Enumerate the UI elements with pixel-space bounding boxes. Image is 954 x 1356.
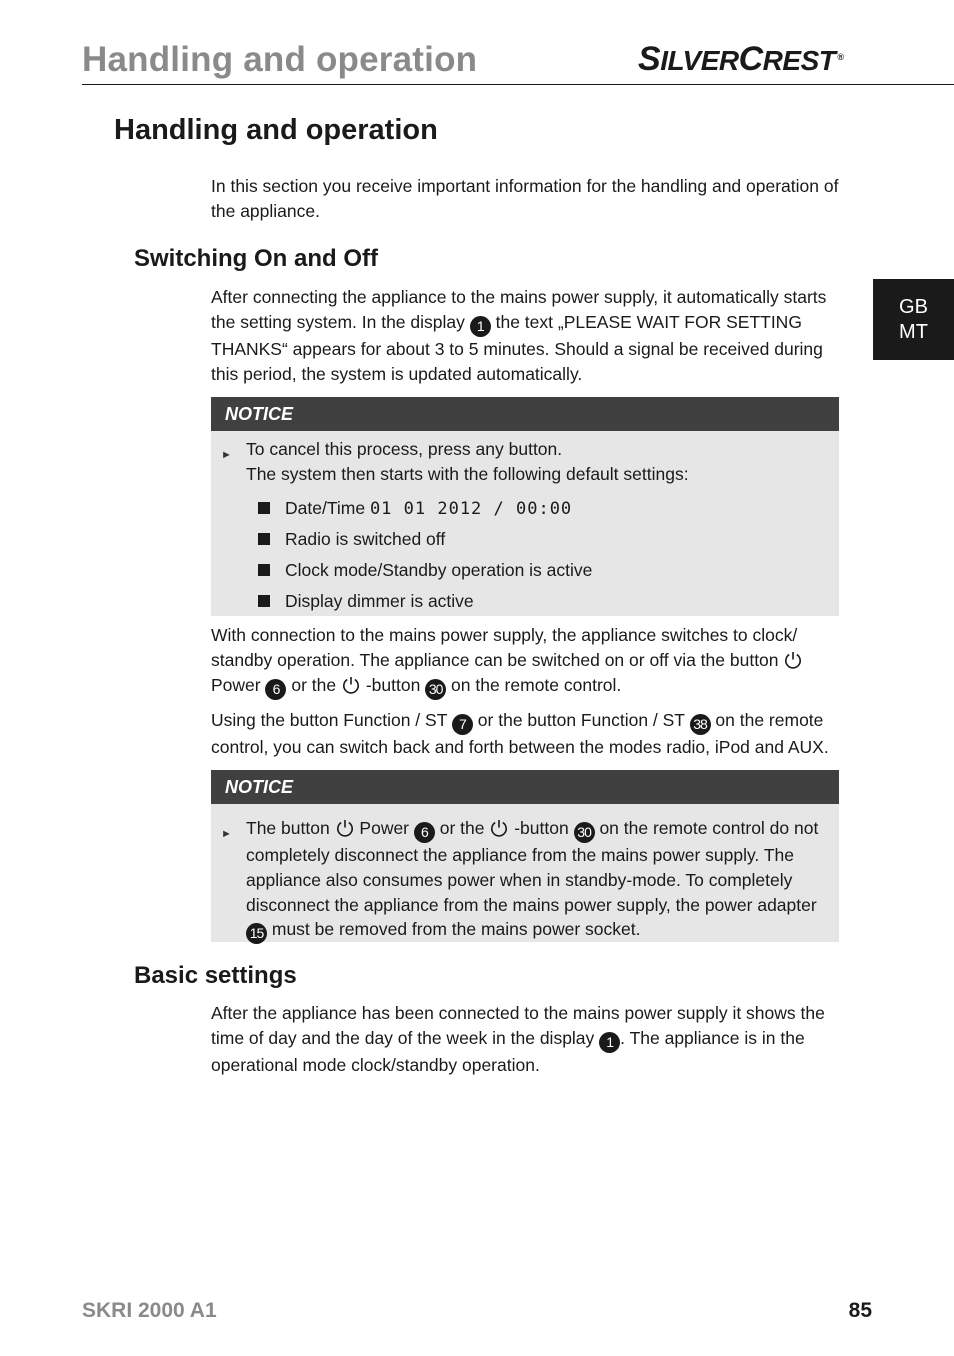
language-tab: [873, 279, 954, 360]
page-number: 85: [848, 1299, 872, 1322]
footer-model: SKRI 2000 A1: [82, 1299, 217, 1322]
power-icon: [783, 650, 803, 670]
lcd-date-time: 01 01 2012 / 00:00: [369, 499, 573, 519]
text-span: After the appliance has been connected to the mains power supply it shows the time of day and the day of the week in the display: [211, 1003, 825, 1048]
notice-header: NOTICE: [211, 770, 839, 804]
registered-mark: ®: [837, 51, 844, 62]
notice-line-1: To cancel this process, press any button.: [246, 439, 563, 459]
switching-heading: Switching On and Off: [134, 245, 378, 272]
basic-settings-heading: Basic settings: [134, 962, 297, 989]
text-span: the text „PLEASE WAIT FOR SETTING THANKS“ appears for about 3 to 5 minutes. Should a signal be received during this period, the system is updated automatically.: [211, 311, 823, 384]
power-icon: [341, 675, 361, 695]
arrow-bullet-icon: ►: [221, 449, 232, 461]
silvercrest-logo: [638, 40, 844, 79]
intro-text: In this section you receive important information for the handling and operation of the appliance.: [211, 176, 839, 221]
text-span: . The appliance is in the operational mode clock/standby operation.: [211, 1027, 805, 1075]
ref-number-badge: 1: [470, 316, 491, 337]
switching-paragraph-2: [211, 623, 841, 700]
text-span: or the: [434, 818, 490, 838]
notice-box: [211, 431, 839, 616]
ref-number-badge: 30: [425, 679, 446, 700]
language-gb: GB: [899, 295, 928, 318]
notice-text: [246, 437, 689, 487]
text-span: on the remote control do not completely disconnect the appliance from the mains power supply. The appliance also consumes power when in standby-mode. To completely disconnect the appliance from the mains power supply, the power adapter: [246, 818, 819, 915]
header-rule: [82, 84, 954, 85]
notice-header: NOTICE: [211, 397, 839, 431]
power-icon: [335, 818, 355, 838]
text-span: With connection to the mains power supply, the appliance switches to clock/ standby operation. The appliance can be switched on or off via the button: [211, 625, 798, 670]
section-title: Handling and operation: [114, 114, 438, 146]
basic-settings-paragraph: [211, 1001, 841, 1078]
text-span: After connecting the appliance to the mains power supply, it automatically starts the setting system. In the display: [211, 287, 827, 332]
switching-paragraph-3: [211, 708, 851, 760]
text-span: -button: [509, 818, 574, 838]
ref-number-badge: 30: [574, 822, 595, 843]
text-span: Power: [354, 818, 414, 838]
text-span: Using the button Function / ST: [211, 710, 452, 730]
square-bullet-icon: [258, 533, 270, 545]
power-icon: [489, 818, 509, 838]
square-bullet-icon: [258, 595, 270, 607]
ref-number-badge: 38: [690, 714, 711, 735]
logo-part-ilver: ILVER: [660, 45, 739, 76]
ref-number-badge: 6: [414, 822, 435, 843]
text-span: or the: [286, 674, 341, 695]
ref-number-badge: 7: [452, 714, 473, 735]
text-span: -button: [360, 674, 426, 695]
ref-number-badge: 6: [265, 679, 286, 700]
bullet-label: Radio is switched off: [285, 529, 446, 549]
language-mt: MT: [899, 320, 928, 343]
text-span: on the remote control, you can switch back and forth between the modes radio, iPod and AUX.: [211, 710, 829, 757]
ref-number-badge: 15: [246, 923, 267, 944]
logo-part-rest: REST: [762, 45, 836, 76]
logo-letter-s: S: [638, 40, 661, 78]
text-span: or the button Function / ST: [472, 710, 690, 730]
notice-line-2: The system then starts with the following default settings:: [246, 463, 689, 484]
text-span: Power: [211, 674, 266, 695]
bullet-label: Display dimmer is active: [285, 591, 474, 611]
bullet-label: Clock mode/Standby operation is active: [285, 560, 593, 580]
square-bullet-icon: [258, 564, 270, 576]
intro-paragraph: [211, 174, 841, 224]
square-bullet-icon: [258, 502, 270, 514]
text-span: The button: [246, 818, 335, 838]
ref-number-badge: 1: [599, 1032, 620, 1053]
bullet-label: Date/Time: [285, 498, 370, 518]
text-span: must be removed from the mains power socket.: [267, 919, 641, 940]
switching-paragraph-1: [211, 285, 841, 386]
notice-text: [246, 816, 831, 944]
arrow-bullet-icon: ►: [221, 828, 232, 840]
notice-box: [211, 804, 839, 942]
running-title: Handling and operation: [82, 40, 478, 79]
text-span: on the remote control.: [446, 674, 622, 695]
logo-letter-c: C: [738, 40, 763, 78]
